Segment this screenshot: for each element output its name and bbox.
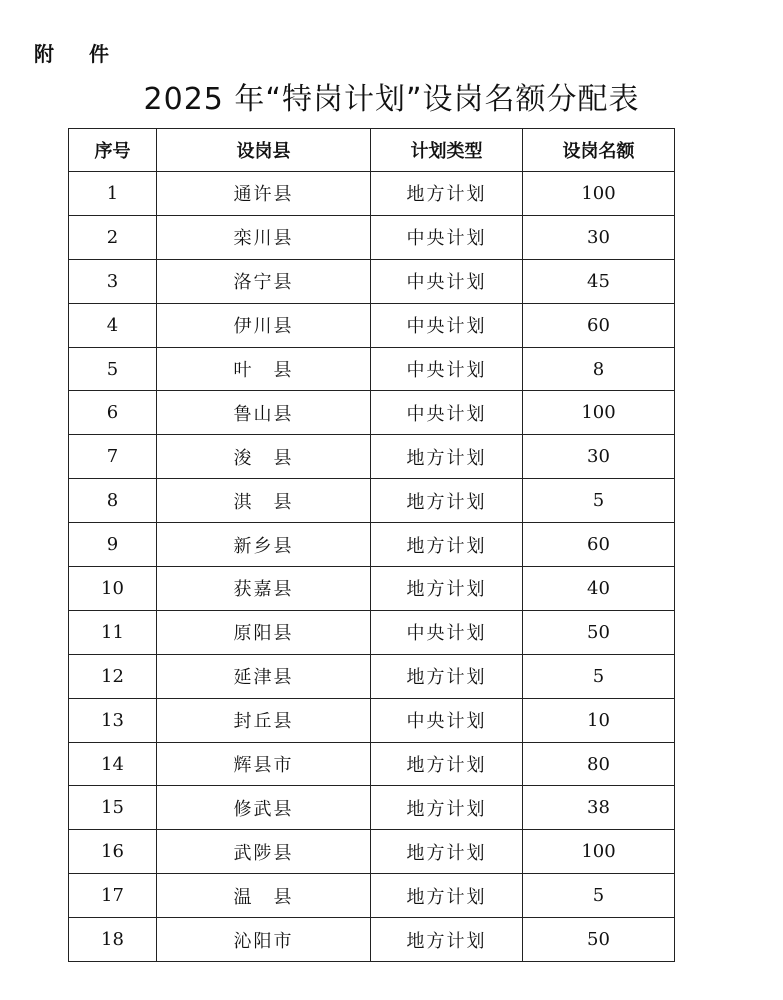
quota-allocation-table (68, 128, 675, 962)
quota-value: 5 (523, 874, 675, 918)
quota-value: 30 (523, 435, 675, 479)
quota-value: 100 (523, 830, 675, 874)
county-name: 辉县市 (157, 742, 371, 786)
plan-type: 中央计划 (371, 391, 523, 435)
quota-value: 5 (523, 654, 675, 698)
row-number: 10 (69, 567, 157, 611)
quota-value: 10 (523, 698, 675, 742)
county-name: 延津县 (157, 654, 371, 698)
plan-type: 地方计划 (371, 435, 523, 479)
row-number: 1 (69, 172, 157, 216)
county-name: 新乡县 (157, 523, 371, 567)
row-number: 2 (69, 215, 157, 259)
county-name: 原阳县 (157, 610, 371, 654)
county-name: 浚 县 (157, 435, 371, 479)
attachment-label: 附 件 (34, 42, 123, 66)
table-body (69, 172, 675, 962)
table-row (69, 523, 675, 567)
plan-type: 中央计划 (371, 215, 523, 259)
table-row (69, 698, 675, 742)
county-name: 封丘县 (157, 698, 371, 742)
page-title: 2025 年“特岗计划”设岗名额分配表 (143, 82, 640, 117)
quota-value: 45 (523, 259, 675, 303)
table-row (69, 172, 675, 216)
county-name: 洛宁县 (157, 259, 371, 303)
table-row (69, 567, 675, 611)
quota-value: 50 (523, 918, 675, 962)
column-header-plan-type: 计划类型 (371, 129, 523, 172)
table-row (69, 215, 675, 259)
quota-value: 30 (523, 215, 675, 259)
quota-value: 38 (523, 786, 675, 830)
quota-value: 80 (523, 742, 675, 786)
plan-type: 地方计划 (371, 172, 523, 216)
table-row (69, 610, 675, 654)
table-row (69, 918, 675, 962)
county-name: 温 县 (157, 874, 371, 918)
row-number: 7 (69, 435, 157, 479)
county-name: 修武县 (157, 786, 371, 830)
row-number: 4 (69, 303, 157, 347)
quota-value: 60 (523, 523, 675, 567)
table-row (69, 786, 675, 830)
plan-type: 中央计划 (371, 610, 523, 654)
county-name: 栾川县 (157, 215, 371, 259)
plan-type: 地方计划 (371, 874, 523, 918)
plan-type: 中央计划 (371, 698, 523, 742)
table-row (69, 654, 675, 698)
county-name: 沁阳市 (157, 918, 371, 962)
plan-type: 地方计划 (371, 654, 523, 698)
plan-type: 地方计划 (371, 523, 523, 567)
column-header-county: 设岗县 (157, 129, 371, 172)
county-name: 获嘉县 (157, 567, 371, 611)
county-name: 伊川县 (157, 303, 371, 347)
table-row (69, 742, 675, 786)
table-row (69, 479, 675, 523)
county-name: 鲁山县 (157, 391, 371, 435)
table-row (69, 347, 675, 391)
table-header-row (69, 129, 675, 172)
row-number: 3 (69, 259, 157, 303)
table-row (69, 435, 675, 479)
plan-type: 地方计划 (371, 567, 523, 611)
quota-value: 100 (523, 172, 675, 216)
column-header-quota: 设岗名额 (523, 129, 675, 172)
row-number: 6 (69, 391, 157, 435)
plan-type: 地方计划 (371, 479, 523, 523)
row-number: 14 (69, 742, 157, 786)
plan-type: 地方计划 (371, 830, 523, 874)
plan-type: 地方计划 (371, 786, 523, 830)
quota-value: 5 (523, 479, 675, 523)
plan-type: 地方计划 (371, 918, 523, 962)
table-row (69, 830, 675, 874)
row-number: 12 (69, 654, 157, 698)
table-row (69, 874, 675, 918)
table-row (69, 259, 675, 303)
row-number: 18 (69, 918, 157, 962)
quota-value: 50 (523, 610, 675, 654)
quota-value: 40 (523, 567, 675, 611)
column-header-number: 序号 (69, 129, 157, 172)
table-row (69, 391, 675, 435)
county-name: 淇 县 (157, 479, 371, 523)
row-number: 8 (69, 479, 157, 523)
row-number: 15 (69, 786, 157, 830)
plan-type: 地方计划 (371, 742, 523, 786)
row-number: 9 (69, 523, 157, 567)
county-name: 叶 县 (157, 347, 371, 391)
quota-value: 60 (523, 303, 675, 347)
county-name: 武陟县 (157, 830, 371, 874)
plan-type: 中央计划 (371, 303, 523, 347)
quota-value: 8 (523, 347, 675, 391)
quota-value: 100 (523, 391, 675, 435)
row-number: 5 (69, 347, 157, 391)
county-name: 通许县 (157, 172, 371, 216)
row-number: 13 (69, 698, 157, 742)
row-number: 16 (69, 830, 157, 874)
row-number: 17 (69, 874, 157, 918)
row-number: 11 (69, 610, 157, 654)
plan-type: 中央计划 (371, 259, 523, 303)
plan-type: 中央计划 (371, 347, 523, 391)
table-row (69, 303, 675, 347)
